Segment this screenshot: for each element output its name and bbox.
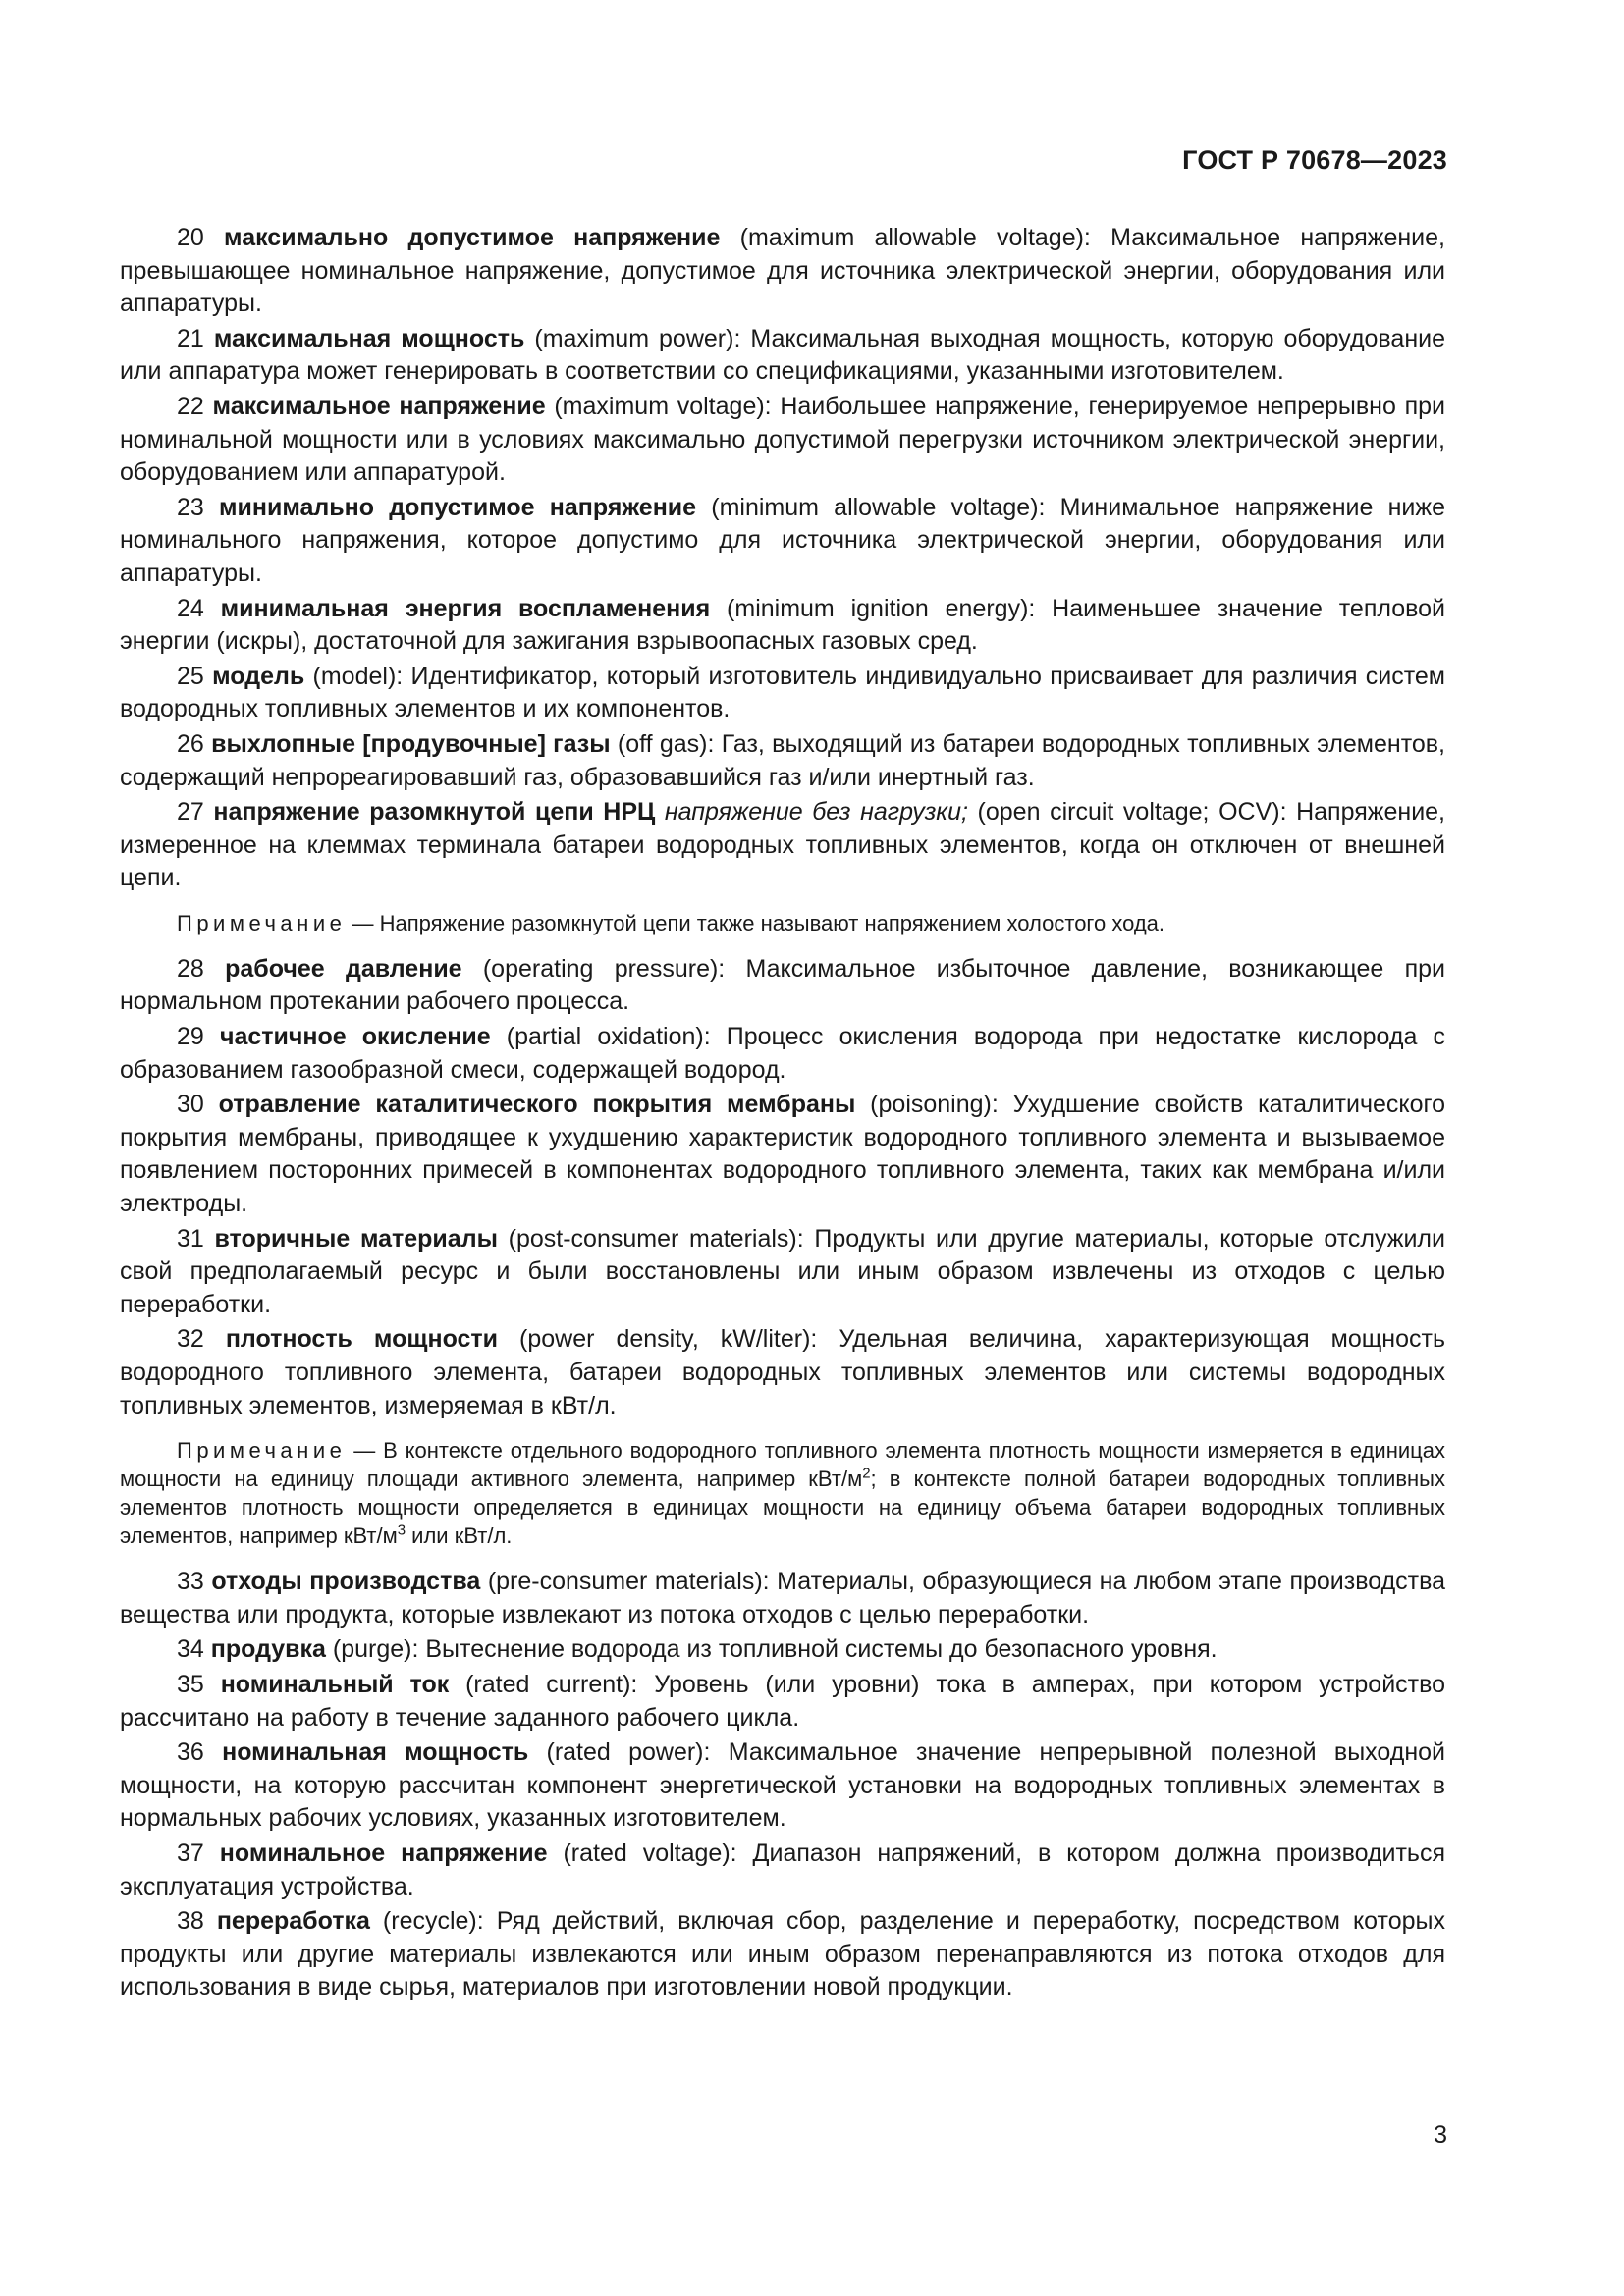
term-number: 30	[177, 1091, 204, 1119]
term-entry	[120, 728, 1445, 794]
term-definition: (maximum allowable voltage): Максимальное напряжение, превышающее номинальное напряжение, допустимое для источника электрической энергии, оборудования или аппаратуры.	[120, 224, 1445, 318]
term-number: 25	[177, 662, 204, 690]
term-number: 36	[177, 1738, 204, 1767]
term-definition: (poisoning): Ухудшение свойств каталитического покрытия мембраны, приводящее к ухудшению характеристик водородного топливного элемента и вызываемое появлением посторонних примесей в компонентах водородного топливного элемента, таких как мембрана и/или электроды.	[120, 1091, 1445, 1218]
terms-group-20-27	[120, 222, 1445, 895]
term-entry	[120, 1736, 1445, 1836]
term-number: 20	[177, 224, 204, 251]
term-definition: (pre-consumer materials): Материалы, образующиеся на любом этапе производства вещества или продукта, которые извлекают из потока отходов с целью переработки.	[120, 1568, 1446, 1629]
term-number: 29	[177, 1023, 204, 1051]
term-number: 31	[177, 1224, 204, 1253]
note-text: — Напряжение разомкнутой цепи также называют напряжением холостого хода.	[346, 910, 1165, 935]
term-number: 33	[177, 1568, 204, 1596]
term-definition: (minimum allowable voltage): Минимальное напряжение ниже номинального напряжения, которое допустимо для источника электрической энергии, оборудования или аппаратуры.	[120, 493, 1445, 587]
terms-group-28-32	[120, 953, 1445, 1422]
term-number: 34	[177, 1635, 204, 1664]
page-number: 3	[1434, 2121, 1447, 2149]
term-entry	[120, 1323, 1445, 1422]
term-number: 38	[177, 1907, 204, 1936]
term-number: 22	[177, 392, 204, 420]
term-entry	[120, 661, 1445, 726]
term-number: 21	[177, 324, 204, 352]
term-number: 26	[177, 729, 204, 758]
term-name: максимальная мощность	[213, 324, 525, 352]
term-entry	[120, 1905, 1445, 2004]
term-entry	[120, 953, 1445, 1019]
term-number: 24	[177, 594, 204, 622]
term-entry	[120, 492, 1445, 591]
terms-group-33-38	[120, 1566, 1445, 2004]
term-number: 37	[177, 1839, 204, 1867]
term-definition: (post-consumer materials): Продукты или другие материалы, которые отслужили свой предполагаемый ресурс и были восстановлены или иным образом извлечены из отходов с целью переработки.	[120, 1224, 1445, 1318]
term-definition: (open circuit voltage; OCV): Напряжение, измеренное на клеммах терминала батареи водородных топливных элементов, когда он отключен от внешней цепи.	[120, 798, 1446, 892]
term-name: минимальная энергия воспламенения	[220, 594, 711, 622]
note-label: Примечание	[177, 910, 347, 935]
term-definition: (maximum voltage): Наибольшее напряжение, генерируемое непрерывно при номинальной мощности или в условиях максимально допустимой перегрузки источником электрической энергии, оборудованием или аппаратурой.	[120, 392, 1445, 487]
term-number: 28	[177, 954, 204, 983]
term-name: частичное окисление	[219, 1023, 491, 1051]
note-text-part1: — В контексте отдельного водородного топливного элемента плотность мощности измеряется в единицах мощности на единицу площади активного элемента, например кВт/м	[120, 1438, 1445, 1492]
term-entry	[120, 1566, 1445, 1631]
term-number: 27	[177, 798, 204, 827]
term-definition: (off gas): Газ, выходящий из батареи водородных топливных элементов, содержащий непрореагировавший газ, образовавшийся газ и/или инертный газ.	[120, 729, 1446, 791]
term-definition: (operating pressure): Максимальное избыточное давление, возникающее при нормальном протекании рабочего процесса.	[120, 954, 1445, 1016]
term-name: плотность мощности	[225, 1325, 499, 1354]
note-open-circuit-voltage	[120, 909, 1445, 937]
term-number: 35	[177, 1670, 204, 1698]
term-entry	[120, 593, 1445, 659]
term-definition: (rated power): Максимальное значение непрерывной полезной выходной мощности, на которую рассчитан компонент энергетической установки на водородных топливных элементах в нормальных рабочих условиях, указанных изготовителем.	[120, 1738, 1446, 1833]
term-entry	[120, 1838, 1445, 1903]
term-name: модель	[212, 662, 305, 690]
term-definition: (rated voltage): Диапазон напряжений, в котором должна производиться эксплуатация устройства.	[120, 1839, 1445, 1900]
term-synonym: напряжение без нагрузки;	[664, 798, 968, 827]
note-power-density	[120, 1436, 1445, 1550]
term-entry	[120, 1021, 1445, 1087]
term-name: максимальное напряжение	[212, 392, 546, 420]
term-entry	[120, 323, 1445, 389]
term-name: минимально допустимое напряжение	[219, 493, 697, 521]
term-name: номинальное напряжение	[219, 1839, 548, 1867]
term-definition: (purge): Вытеснение водорода из топливной системы до безопасного уровня.	[325, 1635, 1218, 1664]
term-name: максимально допустимое напряжение	[224, 224, 721, 251]
term-entry	[120, 1669, 1445, 1735]
term-name: вторичные материалы	[214, 1224, 498, 1253]
term-definition: (minimum ignition energy): Наименьшее значение тепловой энергии (искры), достаточной для зажигания взрывоопасных газовых сред.	[120, 594, 1446, 656]
term-name: переработка	[216, 1907, 370, 1936]
term-definition: (partial oxidation): Процесс окисления водорода при недостатке кислорода с образованием газообразной смеси, содержащей водород.	[120, 1023, 1445, 1084]
note-text-part2: ; в контексте полной батареи водородных топливных элементов плотность мощности определяется в единицах мощности на единицу объема батареи водородных топливных элементов, например кВт/м	[120, 1467, 1445, 1549]
term-name: рабочее давление	[225, 954, 462, 983]
superscript: 3	[397, 1522, 406, 1539]
terms-content	[120, 222, 1445, 2006]
document-header: ГОСТ Р 70678—2023	[1182, 145, 1447, 175]
term-name: номинальная мощность	[222, 1738, 529, 1767]
term-name: отравление каталитического покрытия мембраны	[218, 1091, 856, 1119]
term-name: отходы производства	[211, 1568, 481, 1596]
term-definition: (power density, kW/liter): Удельная величина, характеризующая мощность водородного топливного элемента, батареи водородных топливных элементов или системы водородных топливных элементов, измеряемая в кВт/л.	[120, 1325, 1445, 1419]
term-entry	[120, 796, 1445, 895]
note-label: Примечание	[177, 1438, 347, 1464]
term-definition: (recycle): Ряд действий, включая сбор, разделение и переработку, посредством которых продукты или другие материалы извлекаются или иным образом перенаправляются из потока отходов для использования в виде сырья, материалов при изготовлении новой продукции.	[120, 1907, 1445, 2002]
term-entry	[120, 1089, 1445, 1220]
term-definition: (model): Идентификатор, который изготовитель индивидуально присваивает для различия систем водородных топливных элементов и их компонентов.	[120, 662, 1445, 723]
term-number: 23	[177, 493, 204, 521]
term-entry	[120, 1223, 1445, 1322]
term-definition: (rated current): Уровень (или уровни) тока в амперах, при котором устройство рассчитано на работу в течение заданного рабочего цикла.	[120, 1670, 1446, 1732]
term-entry	[120, 1633, 1445, 1667]
superscript: 2	[862, 1465, 871, 1482]
note-text-part3: или кВт/л.	[406, 1523, 513, 1549]
term-name: напряжение разомкнутой цепи НРЦ	[213, 798, 656, 827]
term-entry	[120, 391, 1445, 490]
term-name: выхлопные [продувочные] газы	[211, 729, 611, 758]
term-name: номинальный ток	[220, 1670, 450, 1698]
term-definition: (maximum power): Максимальная выходная мощность, которую оборудование или аппаратура может генерировать в соответствии со спецификациями, указанными изготовителем.	[120, 324, 1446, 386]
term-name: продувка	[210, 1635, 326, 1664]
term-number: 32	[177, 1325, 204, 1354]
term-entry	[120, 222, 1445, 321]
